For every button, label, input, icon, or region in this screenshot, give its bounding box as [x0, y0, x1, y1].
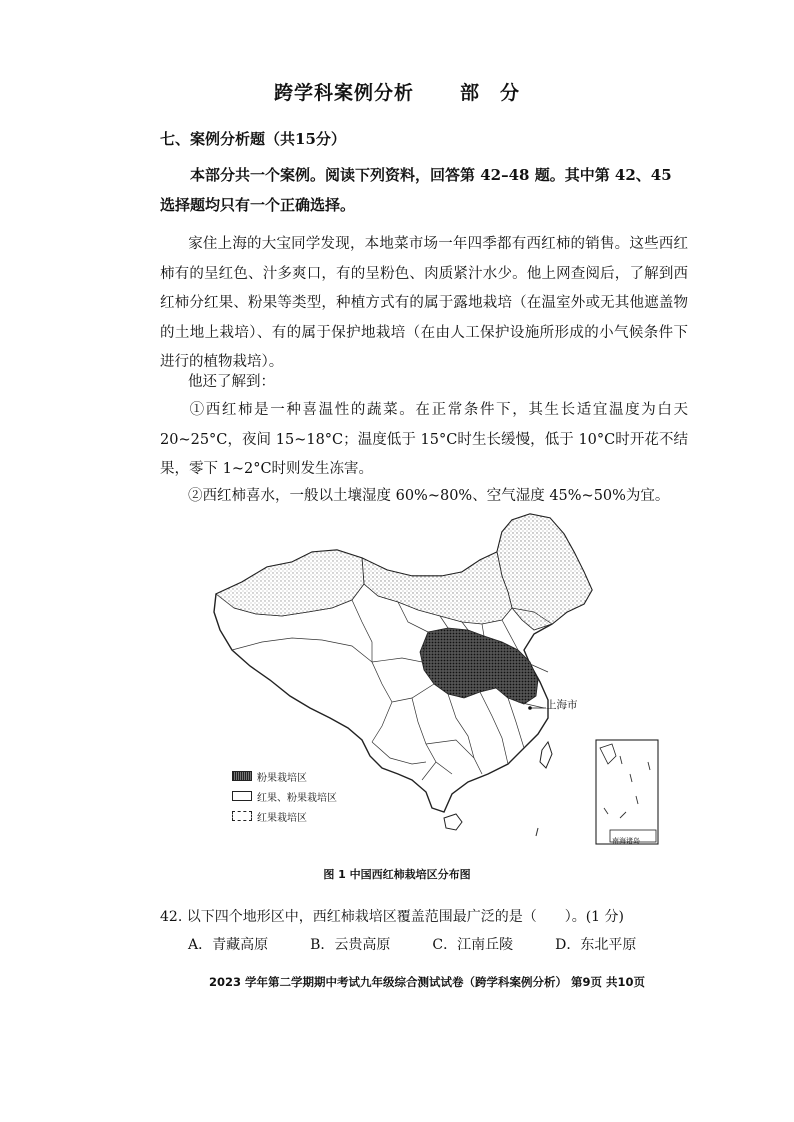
question-42-options: [188, 934, 678, 954]
shanghai-label: 上海市: [546, 699, 578, 711]
case-paragraph-2: [160, 368, 688, 398]
legend-swatch-red: [232, 811, 252, 821]
legend-label-mixed: 红果、粉果栽培区: [257, 792, 337, 804]
case-paragraph-2-text: 他还了解到：: [188, 374, 275, 390]
figure-caption: 图 1 中国西红柿栽培区分布图: [323, 868, 471, 881]
option-d[interactable]: D．东北平原: [555, 937, 637, 953]
taiwan-island: [540, 742, 552, 768]
case-paragraph-4: [160, 482, 688, 512]
title-main: 跨学科案例分析: [273, 82, 414, 104]
option-a[interactable]: A．青藏高原: [188, 937, 269, 953]
section-heading: 七、案例分析题（共15分）: [160, 130, 346, 148]
map-legend: [232, 766, 337, 826]
shanghai-dot: [528, 706, 532, 710]
case-paragraph-3: [160, 396, 688, 485]
legend-label-pink: 粉果栽培区: [257, 772, 307, 784]
instruction-text: 本部分共一个案例。阅读下列资料，回答第 42–48 题。其中第 42、45 选择题均只有一个正确选择。: [160, 166, 672, 214]
legend-item-red: [232, 806, 337, 826]
option-c[interactable]: C．江南丘陵: [432, 937, 514, 953]
title-part: 部 分: [460, 82, 521, 104]
page-footer: 2023 学年第二学期期中考试九年级综合测试试卷（跨学科案例分析） 第9页 共10页: [208, 975, 646, 989]
hainan-island: [444, 814, 462, 830]
legend-swatch-mixed: [232, 791, 252, 801]
case-paragraph-3-text: ①西红柿是一种喜温性的蔬菜。在正常条件下，其生长适宜温度为白天20~25°C，夜间 15~18°C；温度低于 15°C时生长缓慢，低于 10°C时开花不结果，零下 1~2°C时则发生冻害。: [160, 402, 688, 477]
case-paragraph-1-text: 家住上海的大宝同学发现，本地菜市场一年四季都有西红柿的销售。这些西红柿有的呈红色、汁多爽口，有的呈粉色、肉质紧汁水少。他上网查阅后，了解到西红柿分红果、粉果等类型，种植方式有的属于露地栽培（在温室外或无其他遮盖物的土地上栽培）、有的属于保护地栽培（在由人工保护设施所形成的小气候条件下进行的植物栽培）。: [160, 236, 688, 370]
legend-item-mixed: [232, 786, 337, 806]
inset-label: 南海诸岛: [612, 837, 640, 845]
option-b[interactable]: B．云贵高原: [310, 937, 391, 953]
case-paragraph-1: [160, 230, 688, 378]
section-instruction: [160, 160, 690, 220]
page-title: [0, 78, 794, 105]
legend-item-pink: [232, 766, 337, 786]
case-paragraph-4-text: ②西红柿喜水，一般以土壤湿度 60%~80%、空气湿度 45%~50%为宜。: [188, 488, 670, 504]
legend-label-red: 红果栽培区: [257, 812, 307, 824]
legend-swatch-pink: [232, 771, 252, 781]
question-42: 42. 以下四个地形区中，西红柿栽培区覆盖范围最广泛的是（ ）。(1 分): [160, 909, 624, 925]
